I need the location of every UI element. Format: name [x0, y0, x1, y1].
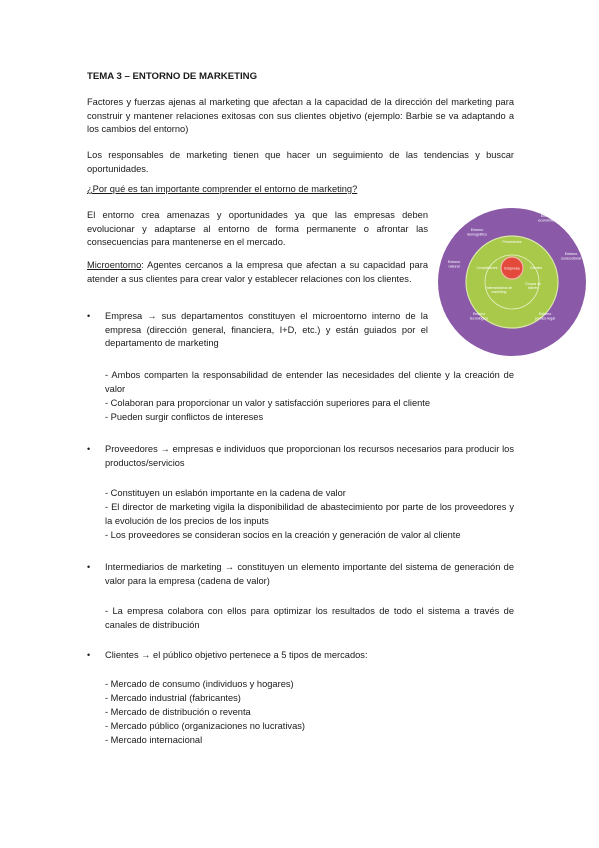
clientes-item-5: - Mercado internacional — [105, 735, 203, 745]
microentorno-paragraph — [87, 259, 428, 286]
section-proveedores-head: Proveedores → empresas e individuos que proporcionan los recursos necesarios para producir los productos/servicios — [105, 444, 514, 468]
bullet-empresa: • — [87, 311, 91, 321]
intermediarios-item-1: - La empresa colabora con ellos para optimizar los resultados de todo el sistema a través de canales de distribución — [105, 606, 514, 630]
empresa-item-2: - Colaboran para proporcionar un valor y satisfacción superiores para el cliente — [105, 398, 431, 408]
label-grupos-interes: Grupos de interés — [525, 282, 541, 290]
clientes-item-2: - Mercado industrial (fabricantes) — [105, 693, 241, 703]
clientes-item-1: - Mercado de consumo (individuos y hogares) — [105, 679, 294, 689]
empresa-item-1: - Ambos comparten la responsabilidad de entender las necesidades del cliente y la creación de valor — [105, 370, 514, 394]
proveedores-item-2: - El director de marketing vigila la disponibilidad de abastecimiento por parte de los proveedores y la evolución de los precios de los inputs — [105, 502, 514, 526]
marketing-environment-diagram — [437, 207, 587, 357]
document-title: TEMA 3 – ENTORNO DE MARKETING — [87, 71, 258, 82]
section-empresa-head: Empresa → sus departamentos constituyen el microentorno interno de la empresa (dirección general, financiera, I+D, etc.) y están guiados por el departamento de marketing — [105, 311, 428, 349]
question-answer: El entorno crea amenazas y oportunidades ya que las empresas deben evolucionar y adaptarse al entorno de forma permanente o afrontar las consecuencias para mantenerse en el mercado. — [87, 210, 428, 248]
label-empresa: Empresa — [504, 266, 520, 271]
question-heading: ¿Por qué es tan importante comprender el entorno de marketing? — [87, 184, 358, 194]
bullet-intermediarios: • — [87, 562, 91, 572]
label-intermediarios: Intermediarios de marketing — [485, 286, 513, 294]
bullet-proveedores: • — [87, 444, 91, 454]
label-clientes: Clientes — [529, 266, 543, 270]
label-entorno-sociocultural: Entorno sociocultural — [561, 252, 581, 261]
label-entorno-economico: Entorno económico — [538, 214, 556, 223]
label-entorno-tecnologico: Entorno tecnológico — [469, 312, 489, 321]
label-entorno-natural: Entorno natural — [447, 260, 461, 269]
clientes-item-3: - Mercado de distribución o reventa — [105, 707, 251, 717]
label-competidores: Competidores — [476, 266, 498, 270]
label-entorno-demografico: Entorno demográfico — [467, 228, 487, 237]
intro-paragraph-2: Los responsables de marketing tienen que hacer un seguimiento de las tendencias y buscar oportunidades. — [87, 150, 514, 174]
proveedores-item-3: - Los proveedores se consideran socios en la creación y generación de valor al cliente — [105, 530, 461, 540]
label-proveedores: Proveedores — [502, 240, 522, 244]
section-clientes-head: Clientes → el público objetivo pertenece a 5 tipos de mercados: — [105, 650, 368, 660]
section-intermediarios-head: Intermediarios de marketing → constituyen un elemento importante del sistema de generación de valor para la empresa (cadena de valor) — [105, 562, 514, 586]
bullet-clientes: • — [87, 650, 91, 660]
clientes-item-4: - Mercado público (organizaciones no lucrativas) — [105, 721, 305, 731]
empresa-item-3: - Pueden surgir conflictos de intereses — [105, 412, 264, 422]
intro-paragraph-1: Factores y fuerzas ajenas al marketing que afectan a la capacidad de la dirección del marketing para construir y mantener relaciones exitosas con sus clientes objetivo (ejemplo: Barbie se va adaptando a los cambios del entorno) — [87, 97, 514, 135]
label-entorno-politico-legal: Entorno político-legal — [534, 312, 556, 321]
proveedores-item-1: - Constituyen un eslabón importante en la cadena de valor — [105, 488, 346, 498]
microentorno-definition: : Agentes cercanos a la empresa que afectan a su capacidad para atender a sus clientes para crear valor y establecer relaciones con los clientes. — [87, 260, 428, 284]
microentorno-term: Microentorno — [87, 260, 142, 270]
